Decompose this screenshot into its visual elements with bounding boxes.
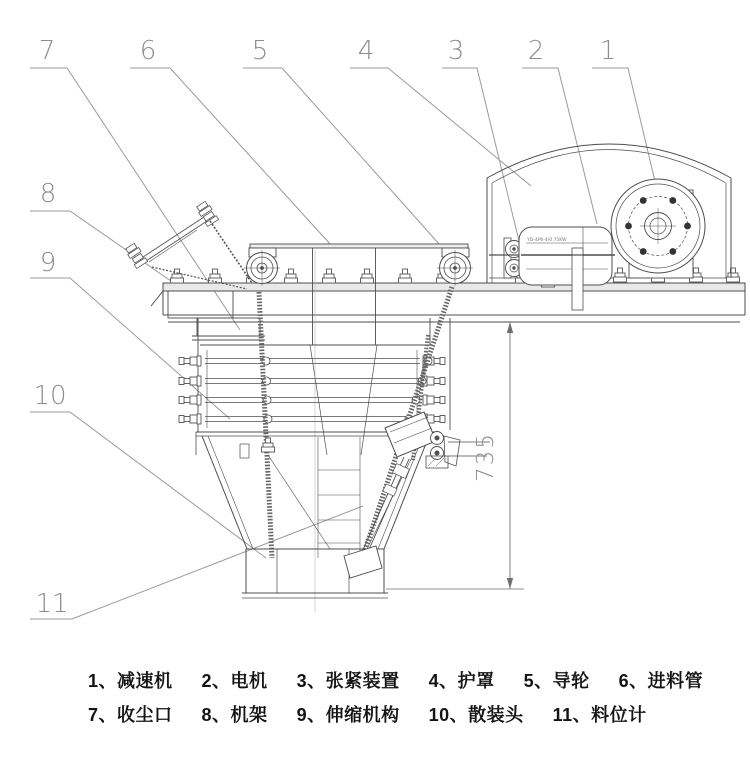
dimension-label: 735 (473, 432, 499, 482)
callout-numbers (33, 36, 616, 619)
callout-number-11: 11 (35, 589, 69, 619)
telescopic-row (179, 376, 445, 386)
legend-item-1: 1、减速机 (88, 671, 173, 691)
legend-item-11: 11、料位计 (552, 705, 647, 725)
leader-line-6 (130, 68, 331, 245)
leader-line-10 (30, 412, 266, 558)
legend-row-2 (88, 706, 708, 724)
legend-item-3: 3、张紧装置 (296, 671, 400, 691)
leader-line-1 (592, 68, 659, 198)
legend-item-9: 9、伸缩机构 (296, 705, 400, 725)
motor-label: YD-4P6-4/0.75KW (527, 238, 567, 243)
callout-number-1: 1 (599, 36, 617, 66)
callout-number-6: 6 (139, 36, 157, 66)
callout-number-4: 4 (357, 36, 375, 66)
tie-rod (124, 201, 252, 289)
dimension-735 (386, 322, 524, 589)
legend-item-6: 6、进料管 (618, 671, 704, 691)
top-rail (249, 244, 469, 257)
callout-number-8: 8 (39, 179, 57, 209)
bulk-head-hopper (196, 432, 436, 598)
callout-leaders (30, 68, 659, 619)
callout-number-7: 7 (38, 36, 56, 66)
level-gauge (344, 412, 490, 578)
reducer (611, 179, 705, 278)
leader-line-5 (243, 68, 448, 254)
callout-number-3: 3 (447, 36, 465, 66)
legend-item-8: 8、机架 (201, 705, 268, 725)
callout-number-2: 2 (527, 36, 545, 66)
callout-number-9: 9 (39, 248, 57, 278)
legend-item-5: 5、导轮 (523, 671, 590, 691)
legend-item-2: 2、电机 (201, 671, 268, 691)
telescopic-row (179, 395, 445, 405)
legend-item-10: 10、散装头 (428, 705, 524, 725)
upper-casing (198, 318, 450, 432)
legend-item-4: 4、护罩 (428, 671, 495, 691)
leader-line-4 (350, 68, 531, 186)
callout-number-5: 5 (251, 36, 269, 66)
telescopic-rows (179, 356, 445, 424)
parts-legend (88, 672, 708, 740)
legend-item-7: 7、收尘口 (88, 705, 173, 725)
legend-row-1 (88, 672, 708, 690)
leader-line-3 (442, 68, 519, 241)
callout-number-10: 10 (33, 381, 67, 411)
leader-line-2 (522, 68, 597, 224)
